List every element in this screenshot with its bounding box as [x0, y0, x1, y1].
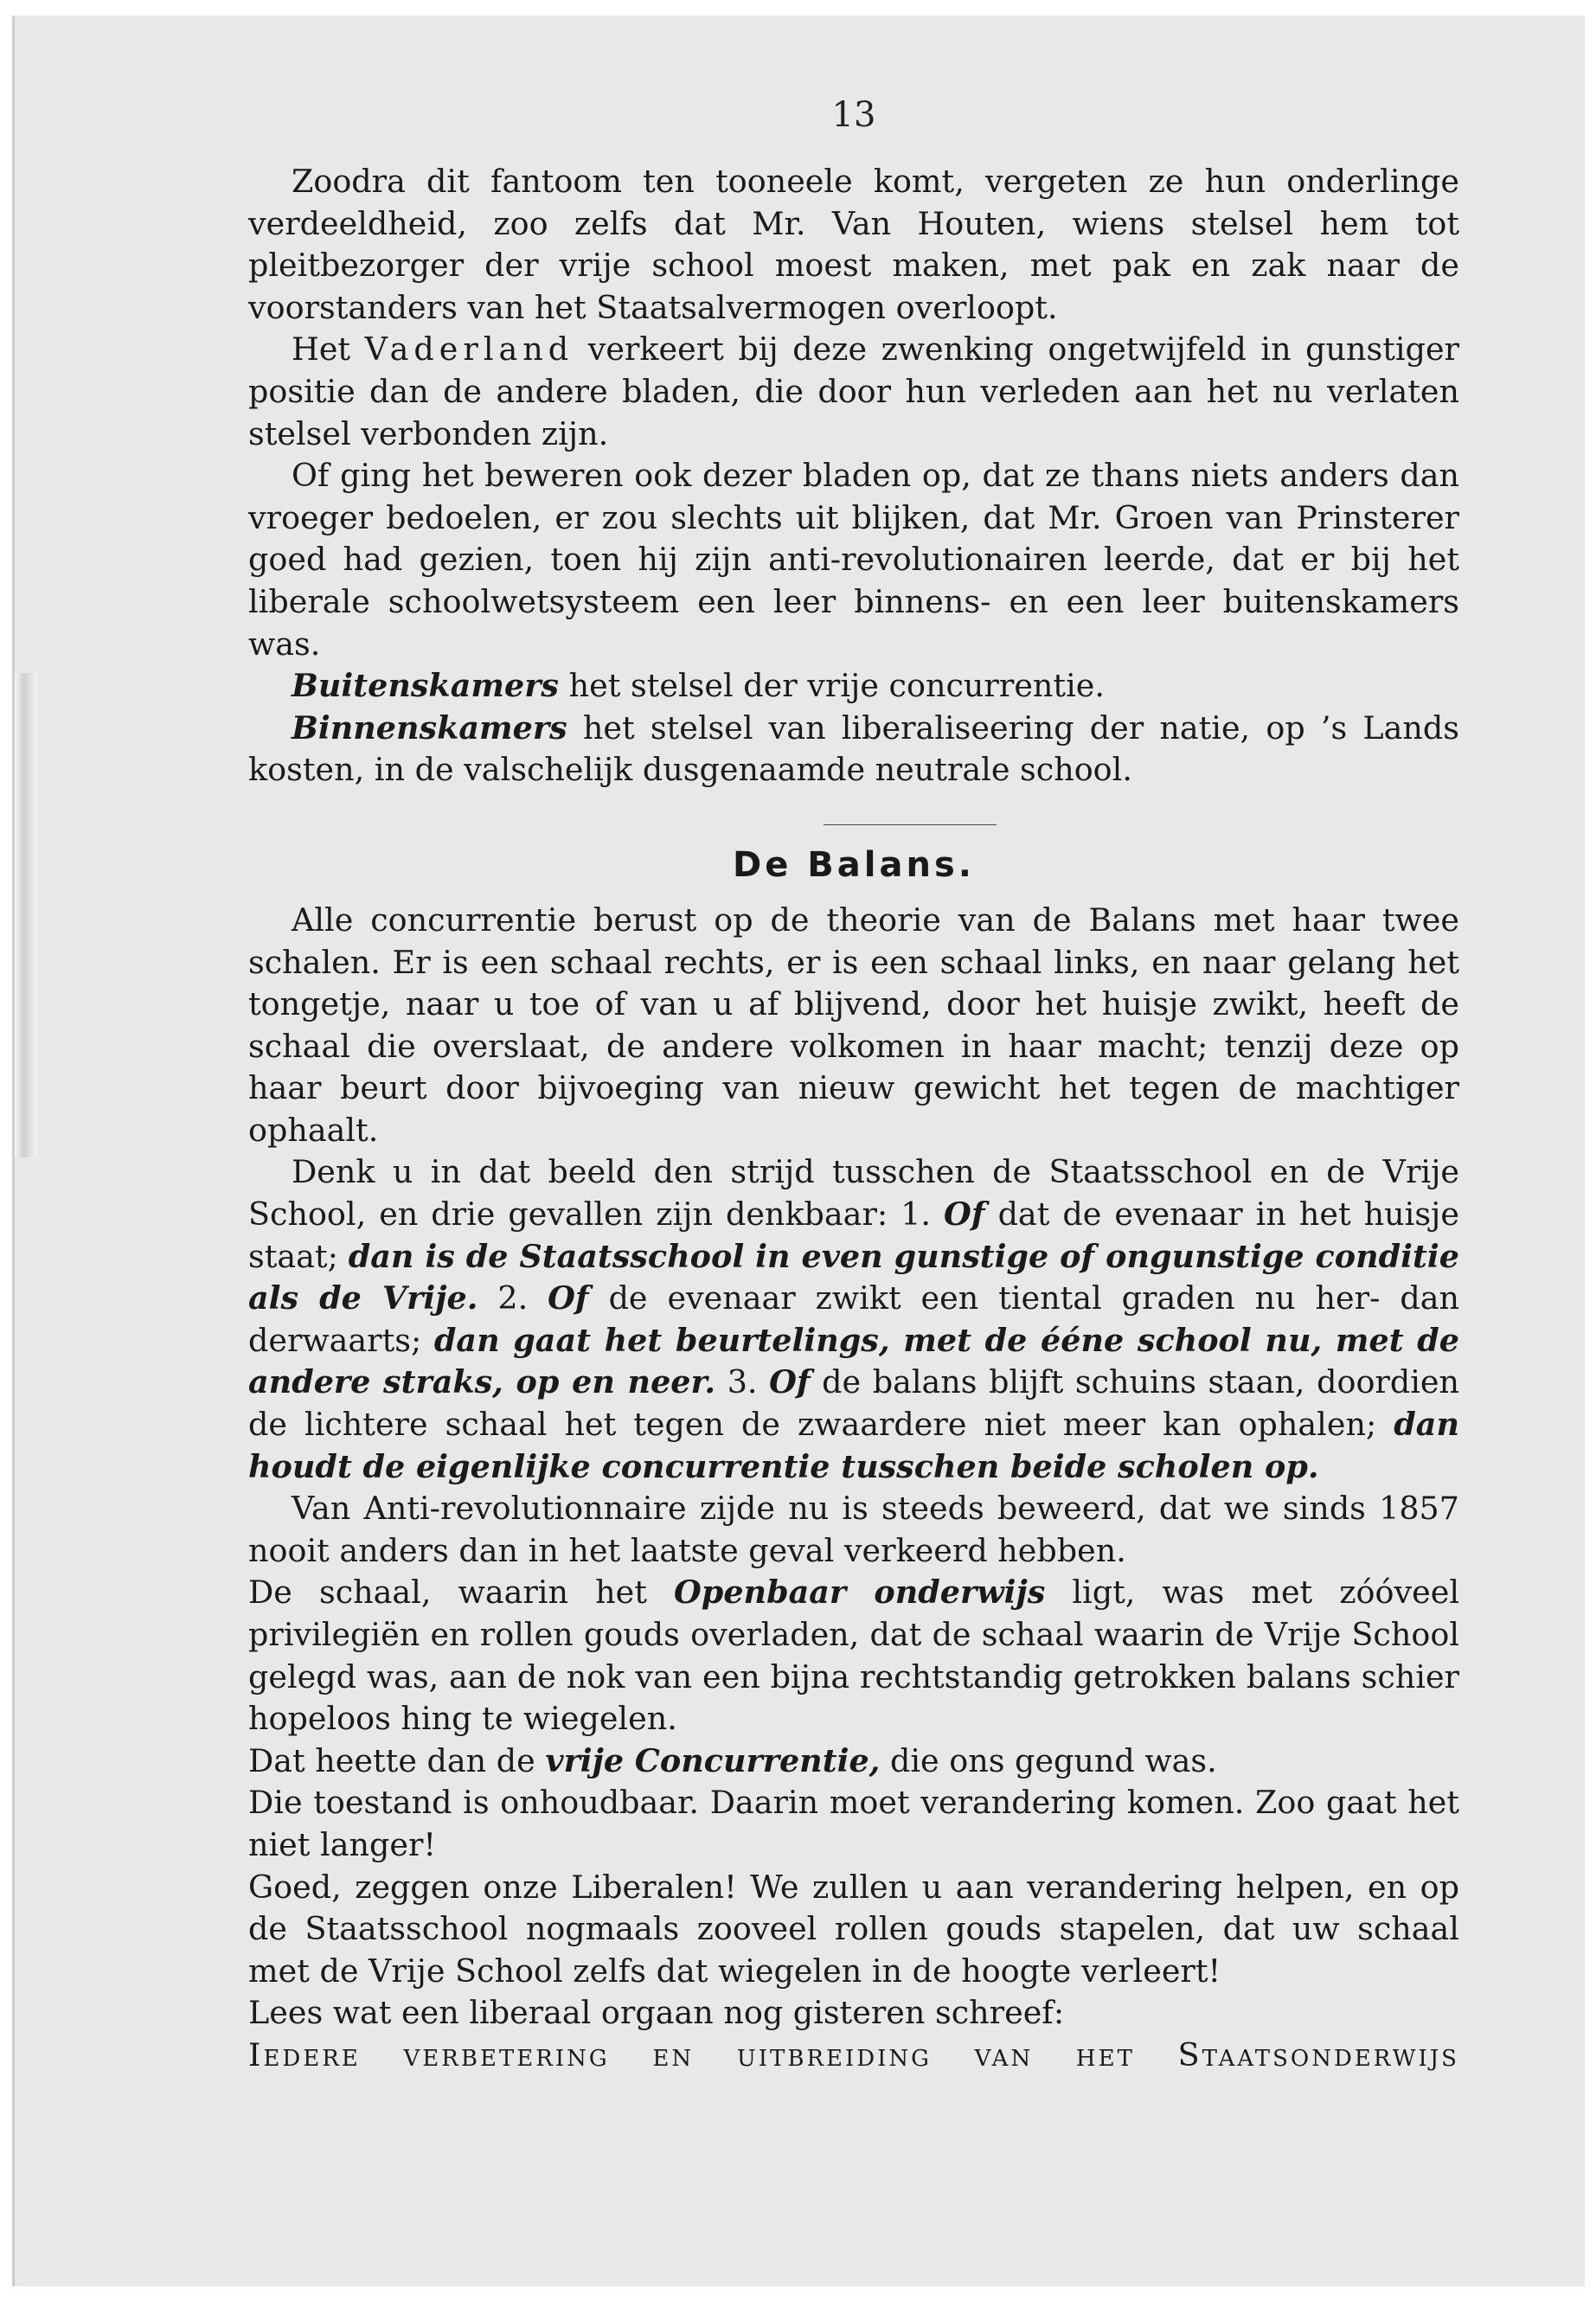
section-title: De Balans.: [733, 844, 975, 885]
binding-spine: [15, 673, 37, 1157]
paragraph: Zoodra dit fantoom ten tooneele komt, vergeten ze hun onderlinge verdeeldheid, zoo zelfs dat Mr. Van Houten, wiens stelsel hem tot pleitbezorger der vrije school moest maken, met pak en zak naar de voorstanders van het Staatsalvermogen overloopt.: [248, 163, 1459, 326]
paragraph: Denk u in dat beeld den strijd tusschen de Staatsschool en de Vrije School, en drie gevallen zijn denkbaar: 1. Of dat de evenaar in het huisje staat; dan is de Staatsschool in even gunstige of ongunstige conditie als de Vrije. 2. Of de evenaar zwikt een tiental graden nu her- dan derwaarts; dan gaat het beurtelings, met de ééne school nu, met de andere straks, op en neer. 3. Of de balans blijft schuins staan, doordien de lichtere schaal het tegen de zwaardere niet meer kan ophalen; dan houdt de eigenlijke concurrentie tusschen beide scholen op.: [248, 1153, 1460, 1485]
document-page: [12, 16, 1585, 2286]
paragraph: Lees wat een liberaal orgaan nog gisteren schreef:: [248, 1994, 1065, 2032]
quoted-heading: Iedere verbetering en uitbreiding van het Staatsonderwijs: [248, 2035, 1459, 2073]
paragraph: Van Anti-revolutionnaire zijde nu is steeds beweerd, dat we sinds 1857 nooit anders dan in het laatste geval verkeerd hebben.: [248, 1490, 1459, 1569]
paragraph: Die toestand is onhoudbaar. Daarin moet verandering komen. Zoo gaat het niet langer!: [248, 1784, 1459, 1863]
section-divider: [824, 824, 997, 825]
paragraph: Het Vaderland verkeert bij deze zwenking ongetwijfeld in gunstiger positie dan de andere bladen, die door hun verleden aan het nu verlaten stelsel verbonden zijn.: [248, 330, 1459, 452]
newspaper-name: Vaderland: [364, 330, 574, 369]
page-number: 13: [831, 95, 876, 135]
emphasis: Binnenskamers: [292, 708, 567, 747]
paragraph: Of ging het beweren ook dezer bladen op, dat ze thans niets anders dan vroeger bedoelen, er zou slechts uit blijken, dat Mr. Groen van Prinsterer goed had gezien, toen hij zijn anti-revolutionairen leerde, dat er bij het liberale schoolwetsysteem een leer binnens- en een leer buitenskamers was.: [248, 457, 1459, 663]
emphasis: Buitenskamers: [292, 667, 559, 705]
paragraph: Binnenskamers het stelsel van liberaliseering der natie, op ’s Lands kosten, in de valschelijk dusgenaamde neutrale school.: [248, 708, 1459, 789]
paragraph: Buitenskamers het stelsel der vrije concurrentie.: [292, 667, 1105, 705]
body-text: [248, 161, 1459, 2077]
paragraph: Dat heette dan de vrije Concurrentie, die ons gegund was.: [248, 1741, 1217, 1779]
paragraph: De schaal, waarin het Openbaar onderwijs ligt, was met zóóveel privilegiën en rollen gouds overladen, dat de schaal waarin de Vrije School gelegd was, aan de nok van een bijna rechtstandig getrokken balans schier hopeloos hing te wiegelen.: [248, 1574, 1459, 1738]
paragraph: Goed, zeggen onze Liberalen! We zullen u aan verandering helpen, en op de Staatsschool nogmaals zooveel rollen gouds stapelen, dat uw schaal met de Vrije School zelfs dat wiegelen in de hoogte verleert!: [248, 1868, 1459, 1990]
paragraph: Alle concurrentie berust op de theorie van de Balans met haar twee schalen. Er is een schaal rechts, er is een schaal links, en naar gelang het tongetje, naar u toe of van u af blijvend, door het huisje zwikt, heeft de schaal die overslaat, de andere volkomen in haar macht; tenzij deze op haar beurt door bijvoeging van nieuw gewicht het tegen de machtiger ophaalt.: [248, 901, 1459, 1149]
